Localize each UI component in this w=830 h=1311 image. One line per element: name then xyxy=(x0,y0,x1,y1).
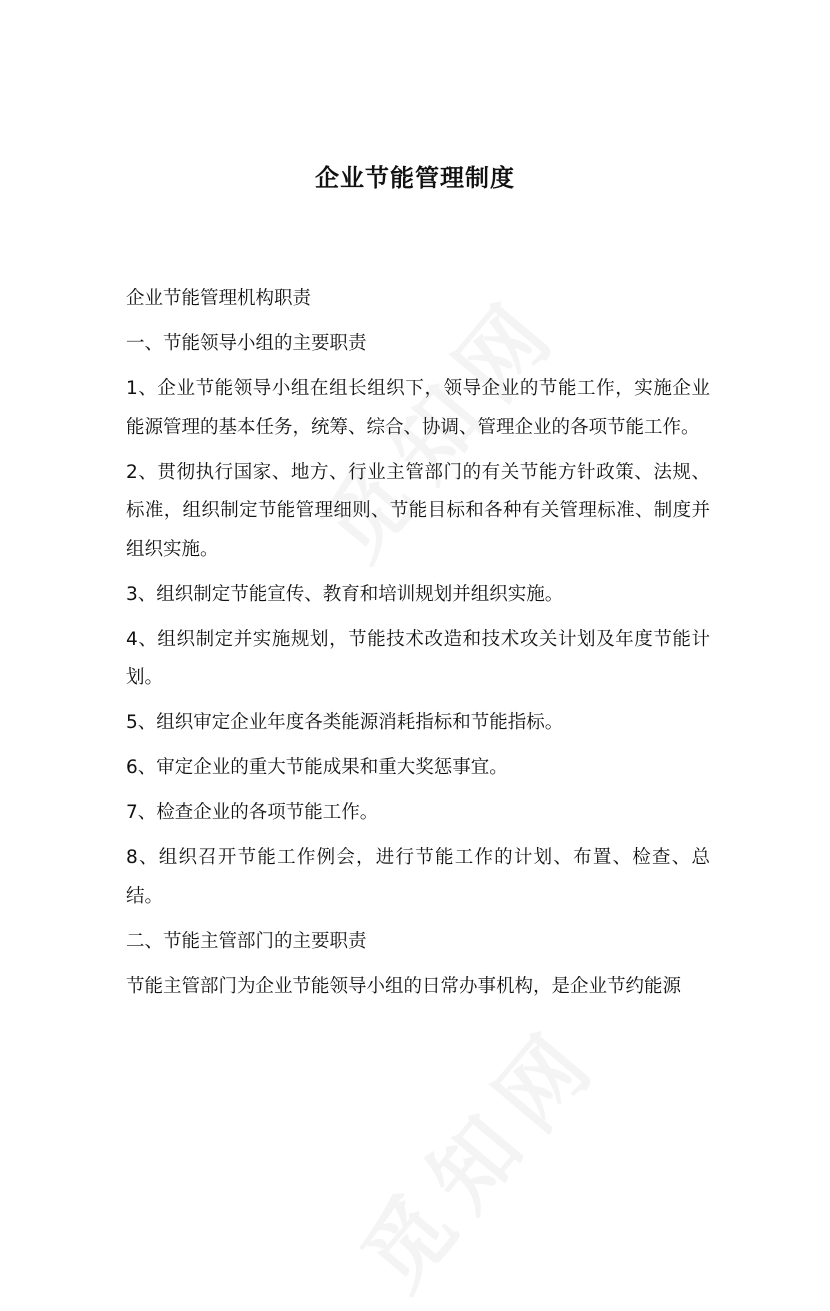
paragraph: 7、检查企业的各项节能工作。 xyxy=(126,802,379,823)
subsection-heading: 二、节能主管部门的主要职责 xyxy=(126,930,367,952)
section-heading: 企业节能管理机构职责 xyxy=(126,288,312,309)
paragraph: 4、组织制定并实施规划，节能技术改造和技术攻关计划及年度节能计划。 xyxy=(126,628,710,688)
paragraph: 节能主管部门为企业节能领导小组的日常办事机构，是企业节约能源 xyxy=(126,975,682,997)
paragraph: 1、企业节能领导小组在组长组织下，领导企业的节能工作，实施企业能源管理的基本任务，统筹、综合、协调、管理企业的各项节能工作。 xyxy=(126,378,710,438)
subsection-heading: 一、节能领导小组的主要职责 xyxy=(126,333,367,354)
paragraph: 8、组织召开节能工作例会，进行节能工作的计划、布置、检查、总结。 xyxy=(126,847,710,907)
paragraph: 6、审定企业的重大节能成果和重大奖惩事宜。 xyxy=(126,757,508,778)
paragraph: 3、组织制定节能宣传、教育和培训规划并组织实施。 xyxy=(126,583,564,605)
paragraph: 5、组织审定企业年度各类能源消耗指标和节能指标。 xyxy=(126,712,564,733)
watermark xyxy=(328,993,624,1311)
document-body xyxy=(126,280,710,1006)
paragraph: 2、贯彻执行国家、地方、行业主管部门的有关节能方针政策、法规、标准，组织制定节能管理细则、节能目标和各种有关管理标准、制度并组织实施。 xyxy=(126,461,710,560)
document-title: 企业节能管理制度 xyxy=(315,164,515,192)
